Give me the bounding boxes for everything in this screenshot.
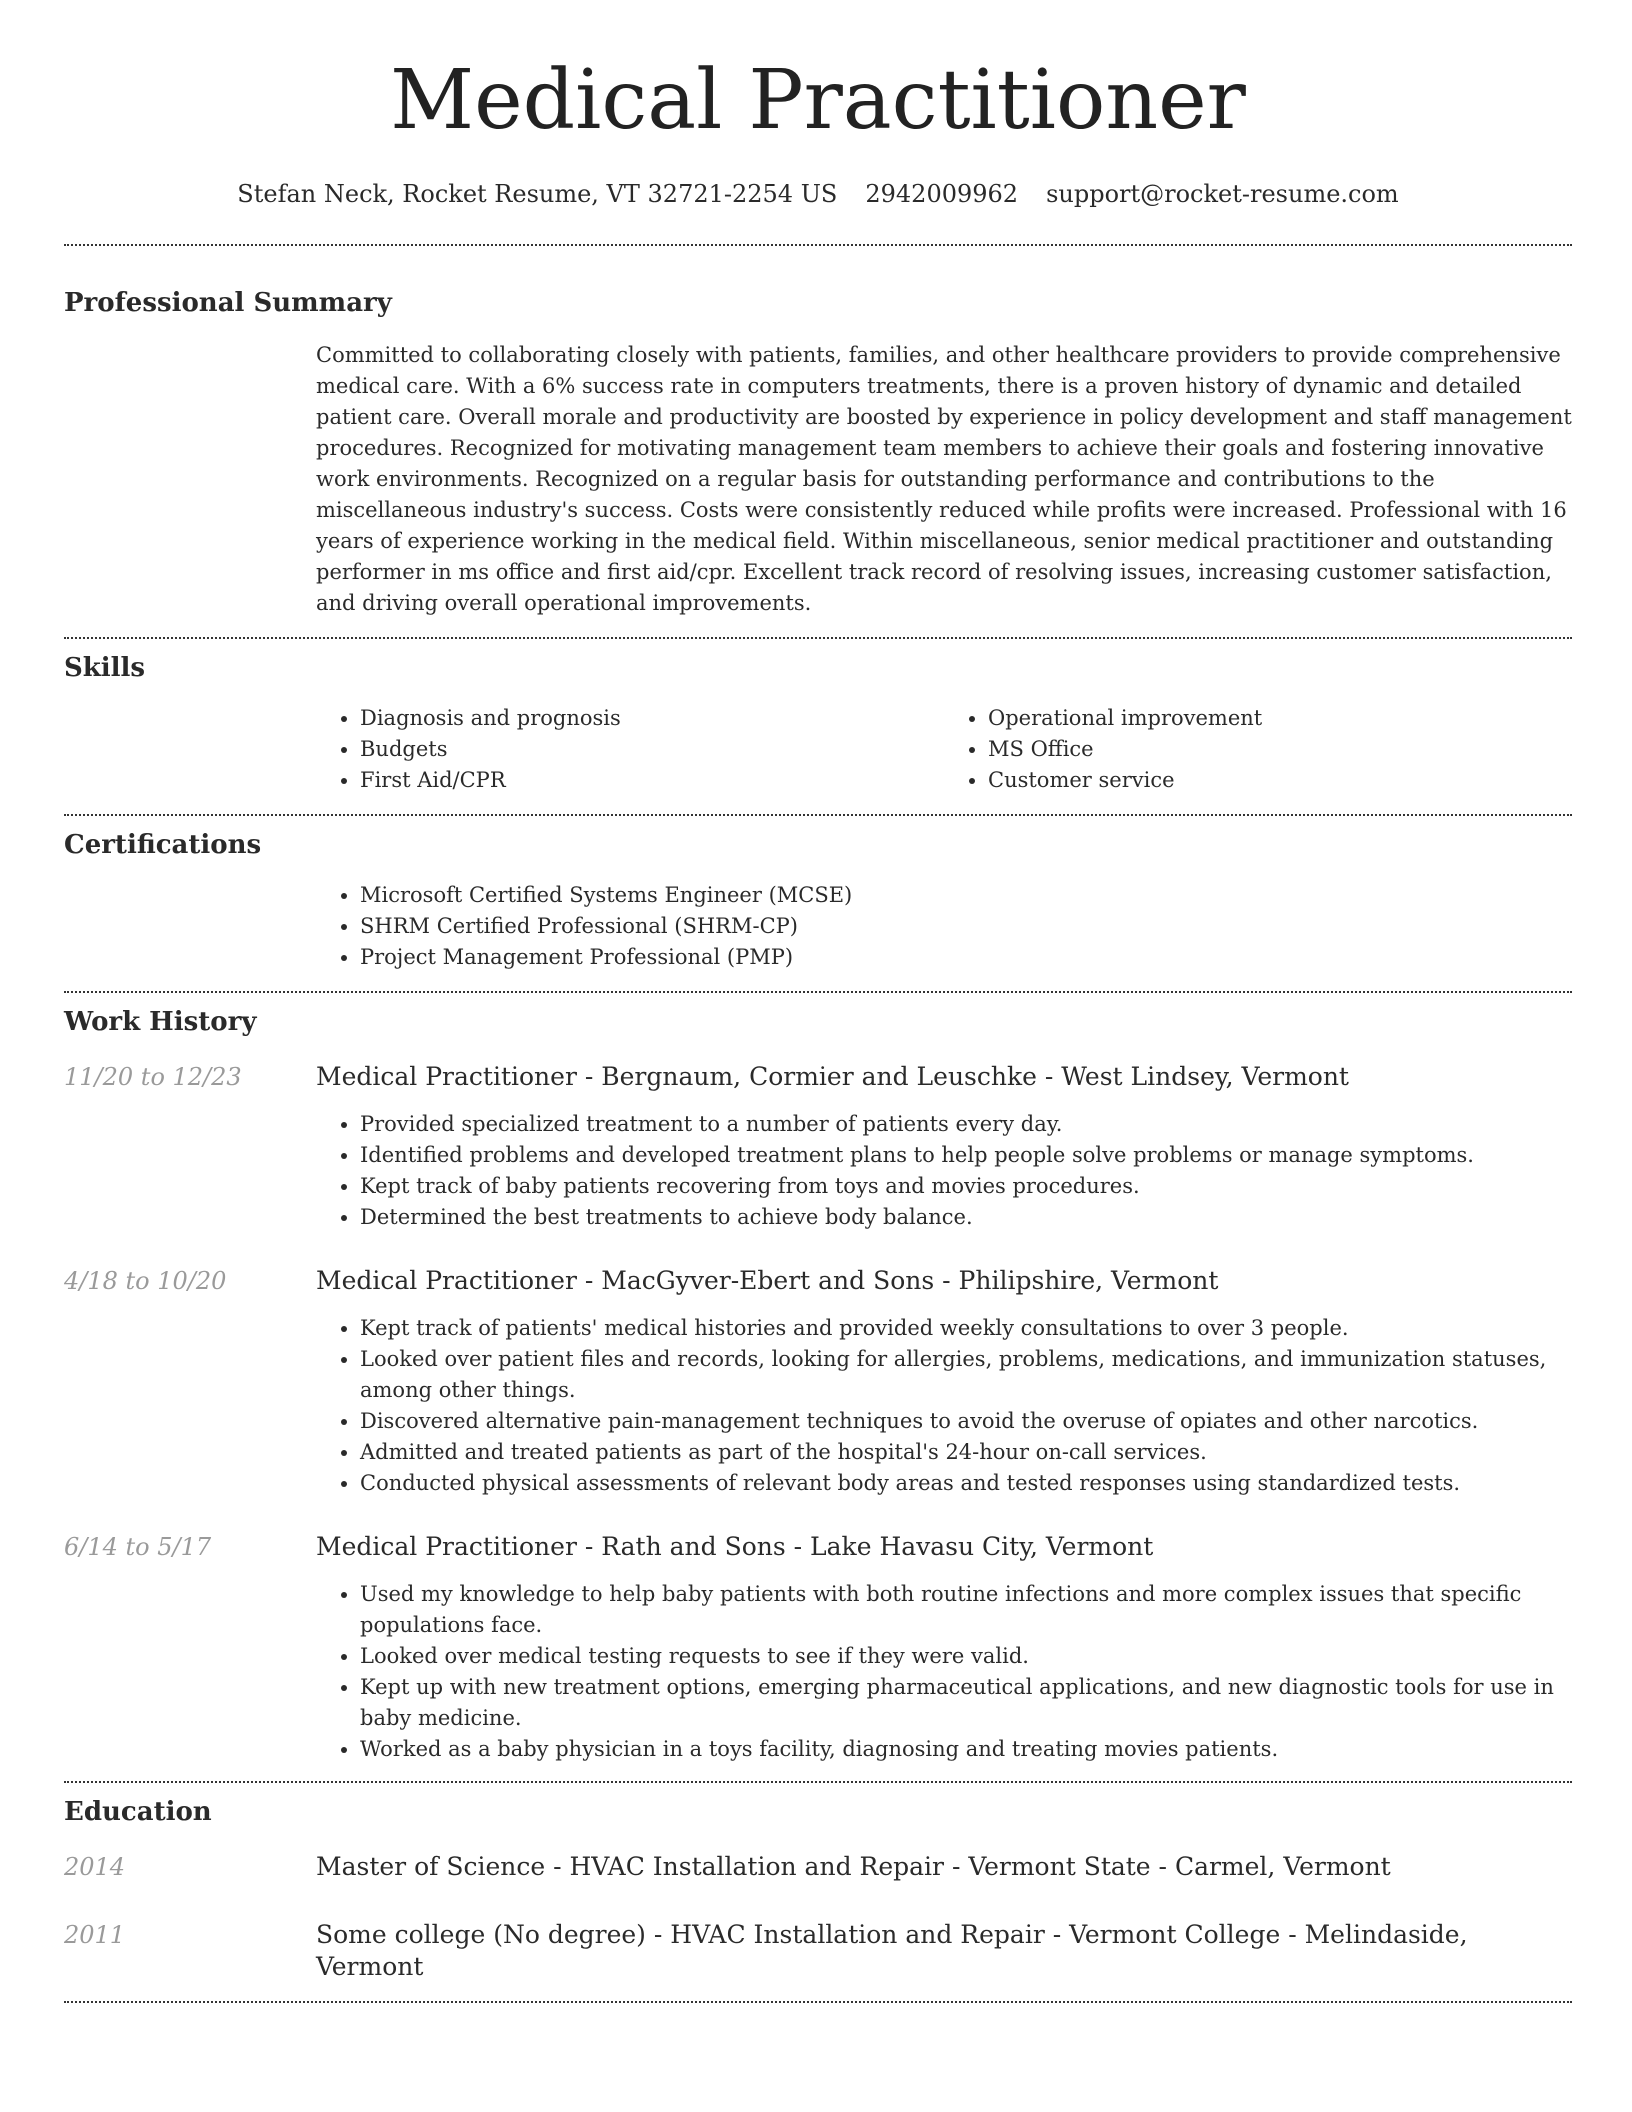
summary-text: Committed to collaborating closely with patients, families, and other healthcare providers to provide comprehensive medical care. With a 6% success rate in computers treatments, there is a proven history of dynamic and detailed patient care. Overall morale and productivity are boosted by experience in policy development and staff management procedures. Recognized for motivating management team members to achieve their goals and fostering innovative work environments. Recognized on a regular basis for outstanding performance and contributions to the miscellaneous industry's success. Costs were consistently reduced while profits were increased. Professional with 16 years of experience working in the medical field. Within miscellaneous, senior medical practitioner and outstanding performer in ms office and first aid/cpr. Excellent track record of resolving issues, increasing customer satisfaction, and driving overall operational improvements. bbox=[316, 343, 1572, 615]
skills-list-left bbox=[316, 703, 944, 796]
job-bullet: • Kept track of patients' medical histories and provided weekly consultations to over 3 people. bbox=[360, 1313, 1572, 1344]
job-title: Medical Practitioner - MacGyver-Ebert and Sons - Philipshire, Vermont bbox=[316, 1266, 1219, 1295]
section-heading-certifications: Certifications bbox=[64, 830, 262, 860]
contact-email: support@rocket-resume.com bbox=[1046, 180, 1399, 208]
job-header bbox=[64, 1531, 1572, 1563]
job-entry bbox=[64, 1265, 1572, 1499]
divider bbox=[64, 2001, 1572, 2003]
certification-item: • Microsoft Certified Systems Engineer (MCSE) bbox=[360, 880, 1572, 911]
section-heading-summary: Professional Summary bbox=[64, 288, 392, 318]
job-bullet: • Looked over patient files and records, looking for allergies, problems, medications, and immunization statuses, among other things. bbox=[360, 1344, 1572, 1406]
job-bullets bbox=[316, 1579, 1572, 1765]
job-bullet: • Kept up with new treatment options, emerging pharmaceutical applications, and new diagnostic tools for use in baby medicine. bbox=[360, 1672, 1572, 1734]
skill-item: • Budgets bbox=[360, 734, 944, 765]
skills-list-right bbox=[944, 703, 1572, 796]
job-entry bbox=[64, 1061, 1572, 1233]
job-bullets bbox=[316, 1109, 1572, 1233]
skill-item: • First Aid/CPR bbox=[360, 765, 944, 796]
job-bullet: • Discovered alternative pain-management techniques to avoid the overuse of opiates and other narcotics. bbox=[360, 1406, 1572, 1437]
education-entry bbox=[64, 1919, 1572, 1983]
section-heading-education: Education bbox=[64, 1797, 212, 1827]
job-bullet: • Worked as a baby physician in a toys facility, diagnosing and treating movies patients. bbox=[360, 1734, 1572, 1765]
job-header bbox=[64, 1265, 1572, 1297]
divider bbox=[64, 637, 1572, 639]
education-year: 2011 bbox=[64, 1921, 126, 1949]
job-bullet: • Admitted and treated patients as part of the hospital's 24-hour on-call services. bbox=[360, 1437, 1572, 1468]
divider bbox=[64, 244, 1572, 246]
job-entry bbox=[64, 1531, 1572, 1765]
job-bullets bbox=[316, 1313, 1572, 1499]
job-dates: 6/14 to 5/17 bbox=[64, 1533, 212, 1561]
contact-phone: 2942009962 bbox=[865, 180, 1019, 208]
job-title: Medical Practitioner - Bergnaum, Cormier and Leuschke - West Lindsey, Vermont bbox=[316, 1062, 1349, 1091]
contact-address: Stefan Neck, Rocket Resume, VT 32721-2254 US bbox=[237, 180, 838, 208]
resume-title: Medical Practitioner bbox=[390, 53, 1246, 148]
skill-item: • Diagnosis and prognosis bbox=[360, 703, 944, 734]
education-entry bbox=[64, 1851, 1572, 1883]
skill-item: • Customer service bbox=[988, 765, 1572, 796]
job-bullet: • Provided specialized treatment to a number of patients every day. bbox=[360, 1109, 1572, 1140]
section-heading-skills: Skills bbox=[64, 653, 146, 683]
work-history-section bbox=[64, 1005, 1572, 1765]
resume-page bbox=[64, 0, 1572, 2003]
summary-section bbox=[64, 286, 1572, 619]
skills-section bbox=[64, 651, 1572, 796]
job-title: Medical Practitioner - Rath and Sons - Lake Havasu City, Vermont bbox=[316, 1532, 1154, 1561]
contact-line bbox=[64, 178, 1572, 210]
education-year: 2014 bbox=[64, 1853, 126, 1881]
divider bbox=[64, 1781, 1572, 1783]
certification-item: • Project Management Professional (PMP) bbox=[360, 942, 1572, 973]
job-header bbox=[64, 1061, 1572, 1093]
job-bullet: • Used my knowledge to help baby patients with both routine infections and more complex issues that specific populations face. bbox=[360, 1579, 1572, 1641]
certifications-list bbox=[316, 880, 1572, 973]
divider bbox=[64, 991, 1572, 993]
job-bullet: • Kept track of baby patients recovering from toys and movies procedures. bbox=[360, 1171, 1572, 1202]
section-heading-work-history: Work History bbox=[64, 1007, 257, 1037]
certifications-section bbox=[64, 828, 1572, 973]
skill-item: • MS Office bbox=[988, 734, 1572, 765]
certification-item: • SHRM Certified Professional (SHRM-CP) bbox=[360, 911, 1572, 942]
divider bbox=[64, 814, 1572, 816]
job-dates: 4/18 to 10/20 bbox=[64, 1267, 227, 1295]
education-section bbox=[64, 1795, 1572, 1983]
education-text: Master of Science - HVAC Installation and Repair - Vermont State - Carmel, Vermont bbox=[316, 1852, 1391, 1881]
job-bullet: • Looked over medical testing requests to see if they were valid. bbox=[360, 1641, 1572, 1672]
job-bullet: • Determined the best treatments to achieve body balance. bbox=[360, 1202, 1572, 1233]
education-text: Some college (No degree) - HVAC Installation and Repair - Vermont College - Melindaside, Vermont bbox=[316, 1920, 1468, 1981]
skills-grid bbox=[316, 703, 1572, 796]
job-bullet: • Identified problems and developed treatment plans to help people solve problems or manage symptoms. bbox=[360, 1140, 1572, 1171]
job-dates: 11/20 to 12/23 bbox=[64, 1063, 242, 1091]
job-bullet: • Conducted physical assessments of relevant body areas and tested responses using standardized tests. bbox=[360, 1468, 1572, 1499]
skill-item: • Operational improvement bbox=[988, 703, 1572, 734]
